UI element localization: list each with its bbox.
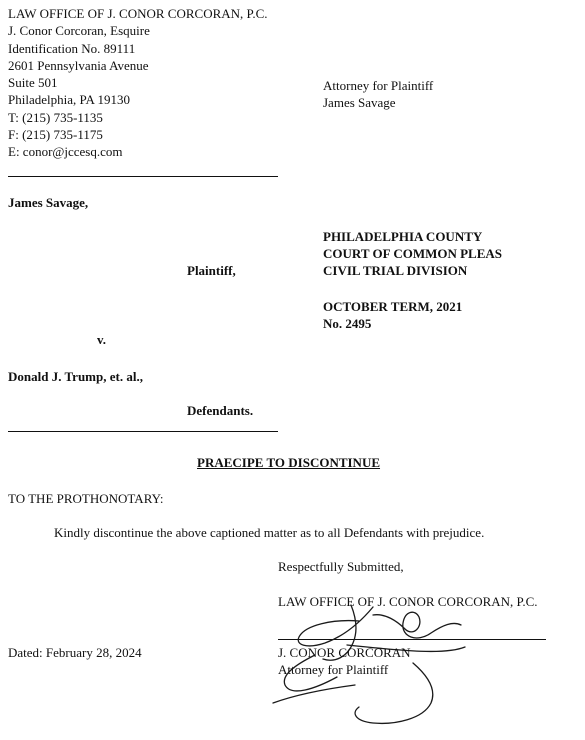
- defendant-name: Donald J. Trump, et. al.,: [8, 369, 143, 384]
- city-state-zip: Philadelphia, PA 19130: [8, 92, 130, 108]
- suite: Suite 501: [8, 75, 58, 91]
- closing-firm: LAW OFFICE OF J. CONOR CORCORAN, P.C.: [278, 594, 538, 609]
- attorney-name: J. Conor Corcoran, Esquire: [8, 23, 150, 39]
- letterhead-divider: [8, 176, 278, 177]
- fax: F: (215) 735-1175: [8, 127, 103, 143]
- signer-name: J. CONOR CORCORAN: [278, 645, 411, 660]
- email: E: conor@jccesq.com: [8, 144, 123, 160]
- caption-divider: [8, 431, 278, 432]
- firm-name: LAW OFFICE OF J. CONOR CORCORAN, P.C.: [8, 6, 268, 21]
- counsel-role: Attorney for Plaintiff: [323, 78, 434, 93]
- court-block: [323, 228, 502, 279]
- salutation: TO THE PROTHONOTARY:: [8, 491, 164, 506]
- telephone: T: (215) 735-1135: [8, 109, 103, 125]
- versus: v.: [97, 332, 107, 347]
- counsel-for: [323, 77, 433, 111]
- signer-role: Attorney for Plaintiff: [278, 662, 389, 677]
- court-name: COURT OF COMMON PLEAS: [323, 246, 503, 261]
- letterhead: [8, 5, 268, 161]
- court-division: CIVIL TRIAL DIVISION: [323, 263, 468, 278]
- plaintiff-name: James Savage,: [8, 195, 89, 210]
- docket-number: No. 2495: [323, 316, 372, 331]
- body-text: Kindly discontinue the above captioned matter as to all Defendants with prejudice.: [54, 525, 485, 540]
- identification-number: Identification No. 89111: [8, 40, 136, 56]
- street-address: 2601 Pennsylvania Avenue: [8, 57, 149, 73]
- defendant-label: Defendants.: [187, 403, 254, 418]
- docket-term: OCTOBER TERM, 2021: [323, 299, 463, 314]
- counsel-client: James Savage: [323, 95, 396, 110]
- dated: Dated: February 28, 2024: [8, 645, 142, 660]
- docket-block: [323, 298, 462, 332]
- respectfully-submitted: Respectfully Submitted,: [278, 559, 404, 574]
- court-county: PHILADELPHIA COUNTY: [323, 229, 483, 244]
- plaintiff-label: Plaintiff,: [187, 263, 236, 278]
- document-title: PRAECIPE TO DISCONTINUE: [197, 455, 381, 470]
